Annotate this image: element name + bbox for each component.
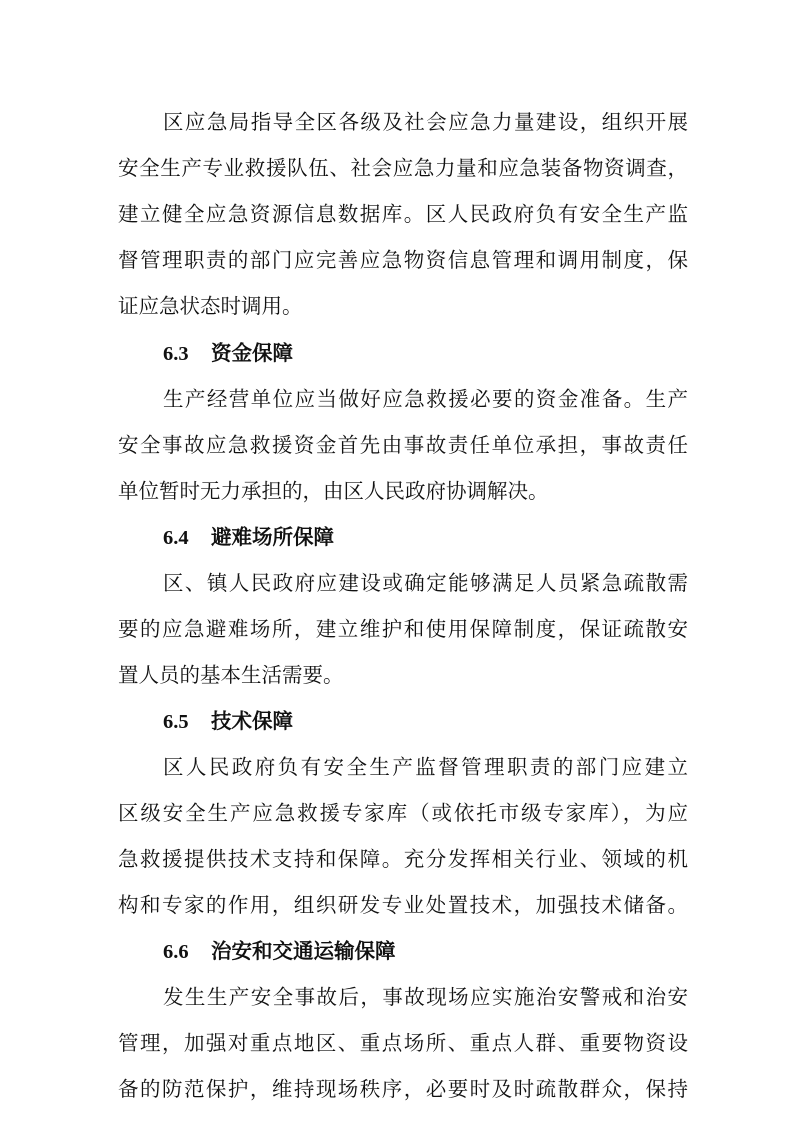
- paragraph-line: 督管理职责的部门应完善应急物资信息管理和调用制度，保: [118, 248, 688, 272]
- section-number: 6.4: [163, 527, 189, 549]
- paragraph-line: 要的应急避难场所，建立维护和使用保障制度，保证疏散安: [118, 617, 688, 641]
- paragraph-line: 区级安全生产应急救援专家库（或依托市级专家库），为应: [118, 801, 688, 825]
- paragraph-line: 发生生产安全事故后，事故现场应实施治安警戒和治安: [163, 985, 688, 1009]
- section-heading-6-5: [163, 705, 688, 737]
- section-heading-6-6: [163, 935, 688, 967]
- paragraph-line: 置人员的基本生活需要。: [118, 663, 344, 687]
- paragraph-line: 安全生产专业救援队伍、社会应急力量和应急装备物资调查，: [118, 156, 688, 180]
- section-title: 资金保障: [211, 341, 293, 365]
- paragraph-line: 构和专家的作用，组织研发专业处置技术，加强技术储备。: [118, 893, 688, 917]
- paragraph-line: 区、镇人民政府应建设或确定能够满足人员紧急疏散需: [163, 571, 688, 595]
- section-heading-6-4: [163, 521, 688, 553]
- section-number: 6.5: [163, 711, 189, 733]
- section-title: 技术保障: [211, 709, 293, 733]
- paragraph-line: 备的防范保护，维持现场秩序，必要时及时疏散群众，保持: [118, 1077, 688, 1101]
- paragraph-line: 区应急局指导全区各级及社会应急力量建设，组织开展: [163, 110, 688, 134]
- section-title: 避难场所保障: [211, 525, 334, 549]
- section-heading-6-3: [163, 337, 688, 369]
- paragraph-line: 急救援提供技术支持和保障。充分发挥相关行业、领域的机: [118, 847, 688, 871]
- paragraph-line: 生产经营单位应当做好应急救援必要的资金准备。生产: [163, 387, 688, 411]
- paragraph-line: 证应急状态时调用。: [118, 294, 303, 318]
- paragraph-line: 区人民政府负有安全生产监督管理职责的部门应建立: [163, 755, 688, 779]
- section-title: 治安和交通运输保障: [211, 939, 396, 963]
- section-number: 6.6: [163, 941, 189, 963]
- paragraph-line: 单位暂时无力承担的，由区人民政府协调解决。: [118, 479, 549, 503]
- paragraph-line: 安全事故应急救援资金首先由事故责任单位承担，事故责任: [118, 433, 688, 457]
- paragraph-line: 建立健全应急资源信息数据库。区人民政府负有安全生产监: [118, 202, 688, 226]
- paragraph-line: 管理，加强对重点地区、重点场所、重点人群、重要物资设: [118, 1031, 688, 1055]
- section-number: 6.3: [163, 343, 189, 365]
